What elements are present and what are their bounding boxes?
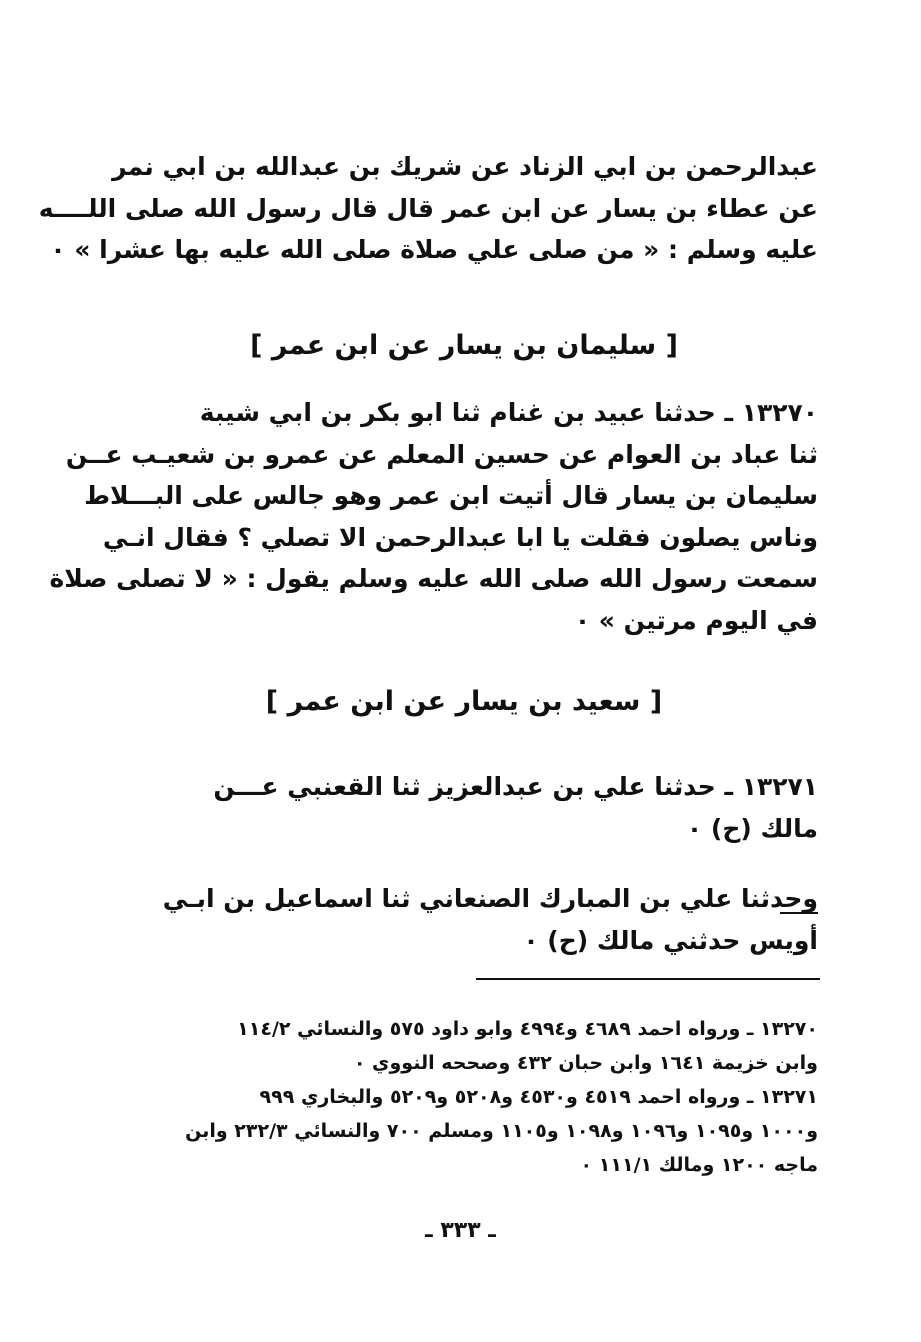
footnote-line: وابن خزيمة ١٦٤١ وابن حبان ٤٣٢ وصححه النووي ٠ (353, 1052, 818, 1074)
section-heading-saeed: [ سعيد بن يسار عن ابن عمر ] (265, 686, 663, 717)
opening-paragraph (38, 146, 818, 271)
footnote-line: ماجه ١٢٠٠ ومالك ١١١/١ ٠ (580, 1154, 818, 1176)
text-line: سليمان بن يسار قال أتيت ابن عمر وهو جالس على البـــلاط (84, 481, 818, 510)
footnote-separator (476, 978, 820, 980)
footnote-line: ١٣٢٧٠ ـ ورواه احمد ٤٦٨٩ و٤٩٩٤ وابو داود ٥٧٥ والنسائي ١١٤/٢ (237, 1018, 818, 1040)
footnote-line: ١٣٢٧١ ـ ورواه احمد ٤٥١٩ و٤٥٣٠ و٥٢٠٨ و٥٢٠٩ والبخاري ٩٩٩ (259, 1086, 818, 1108)
text-line: وحدثنا علي بن المبارك الصنعاني ثنا اسماعيل بن ابـي (162, 884, 818, 913)
text-line: عبدالرحمن بن ابي الزناد عن شريك بن عبدالله بن ابي نمر (112, 152, 818, 181)
text-line: وناس يصلون فقلت يا ابا عبدالرحمن الا تصلي ؟ فقال انـي (102, 522, 818, 552)
text-line: أويس حدثني مالك (ح) ٠ (523, 925, 818, 955)
text-line: في اليوم مرتين » ٠ (574, 605, 818, 635)
text-line: عن عطاء بن يسار عن ابن عمر قال قال رسول الله صلى اللــــه (38, 193, 818, 223)
text-line: سمعت رسول الله صلى الله عليه وسلم يقول : « لا تصلى صلاة (49, 564, 818, 593)
text-line: ثنا عباد بن العوام عن حسين المعلم عن عمرو بن شعيـب عــن (65, 439, 818, 469)
text-line: عليه وسلم : « من صلى علي صلاة صلى الله عليه بها عشرا » ٠ (50, 235, 818, 264)
text-line: ١٣٢٧٠ ـ حدثنا عبيد بن غنام ثنا ابو بكر بن ابي شيبة (199, 398, 818, 427)
footnotes (110, 1012, 818, 1182)
hadith-13270 (49, 392, 818, 641)
footnote-line: و١٠٠٠ و١٠٩٥ و١٠٩٦ و١٠٩٨ و١١٠٥ ومسلم ٧٠٠ والنسائي ٢٣٢/٣ وابن (185, 1120, 818, 1142)
text-line: ١٣٢٧١ ـ حدثنا علي بن عبدالعزيز ثنا القعنبي عـــن (213, 772, 818, 801)
text-line: مالك (ح) ٠ (686, 813, 818, 843)
hadith-13271-continuation (110, 878, 818, 961)
section-heading-sulayman: [ سليمان بن يسار عن ابن عمر ] (250, 330, 678, 361)
hadith-13271 (110, 766, 818, 849)
page-number: ـ ٣٣٣ ـ (425, 1218, 496, 1243)
